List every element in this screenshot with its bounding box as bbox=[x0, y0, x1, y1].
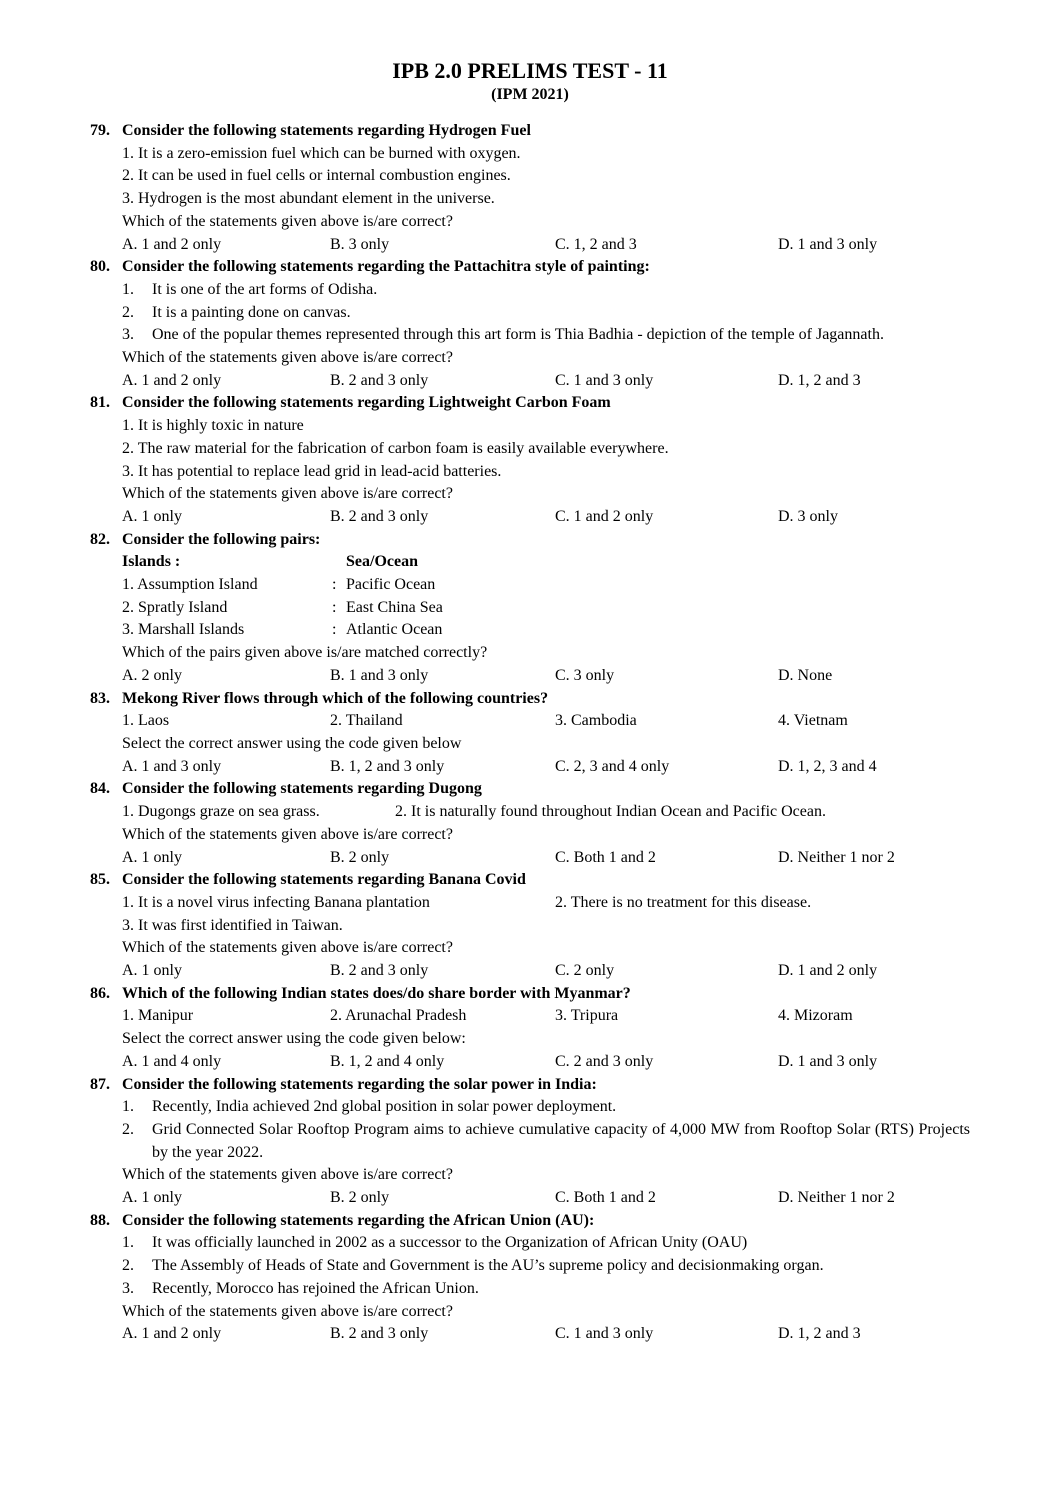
statement-text: It is a painting done on canvas. bbox=[152, 303, 351, 321]
option-a: A. 1 and 4 only bbox=[122, 1052, 222, 1070]
question-heading bbox=[90, 869, 970, 892]
statement: 3. It was first identified in Taiwan. bbox=[122, 916, 343, 934]
statement bbox=[122, 1232, 970, 1255]
options-row bbox=[122, 756, 970, 779]
statement-number: 1. bbox=[122, 1234, 134, 1252]
question-prompt: Which of the statements given above is/are correct? bbox=[122, 939, 453, 957]
statement: 3. Hydrogen is the most abundant element in the universe. bbox=[122, 190, 495, 208]
statements-row bbox=[122, 892, 970, 915]
document-subtitle: (IPM 2021) bbox=[491, 86, 569, 103]
question-82 bbox=[90, 529, 970, 688]
question-79 bbox=[90, 120, 970, 256]
question-prompt: Which of the pairs given above is/are matched correctly? bbox=[122, 644, 488, 662]
document-title: IPB 2.0 PRELIMS TEST - 11 bbox=[392, 58, 668, 83]
options-row bbox=[122, 1323, 970, 1346]
question-heading bbox=[90, 778, 970, 801]
options-row bbox=[122, 506, 970, 529]
question-prompt: Which of the statements given above is/are correct? bbox=[122, 485, 453, 503]
options-row bbox=[122, 234, 970, 257]
pair-right: Atlantic Ocean bbox=[346, 621, 443, 639]
question-heading bbox=[90, 120, 970, 143]
statement-number: 1. bbox=[122, 280, 134, 298]
option-b: B. 2 and 3 only bbox=[330, 1325, 429, 1343]
question-title: Consider the following statements regarding the African Union (AU): bbox=[122, 1211, 595, 1229]
option-d: D. 1 and 2 only bbox=[778, 962, 878, 980]
item-1: 1. Manipur bbox=[122, 1007, 194, 1025]
question-title: Consider the following statements regarding Dugong bbox=[122, 780, 482, 798]
option-d: D. 1 and 3 only bbox=[778, 235, 878, 253]
option-d: D. 1, 2, 3 and 4 bbox=[778, 757, 877, 775]
statement-number: 3. bbox=[122, 326, 134, 344]
pair-row bbox=[122, 574, 970, 597]
option-a: A. 1 and 3 only bbox=[122, 757, 222, 775]
statement-text: Recently, India achieved 2nd global position in solar power deployment. bbox=[152, 1098, 617, 1116]
item-4: 4. Mizoram bbox=[778, 1007, 853, 1025]
options-row bbox=[122, 370, 970, 393]
option-a: A. 2 only bbox=[122, 666, 182, 684]
items-row bbox=[122, 710, 970, 733]
statement bbox=[122, 1119, 970, 1164]
option-b: B. 2 and 3 only bbox=[330, 507, 429, 525]
question-84 bbox=[90, 778, 970, 869]
option-c: C. Both 1 and 2 bbox=[555, 1189, 656, 1207]
pair-left: 2. Spratly Island bbox=[122, 598, 228, 616]
option-b: B. 3 only bbox=[330, 235, 390, 253]
option-c: C. 2 only bbox=[555, 962, 615, 980]
item-2: 2. Thailand bbox=[330, 712, 403, 730]
option-c: C. 1 and 3 only bbox=[555, 1325, 654, 1343]
options-row bbox=[122, 1187, 970, 1210]
option-a: A. 1 and 2 only bbox=[122, 235, 222, 253]
question-number: 83. bbox=[90, 689, 110, 707]
pair-row bbox=[122, 619, 970, 642]
question-number: 88. bbox=[90, 1211, 110, 1229]
question-heading bbox=[90, 392, 970, 415]
pairs-header-right: Sea/Ocean bbox=[346, 553, 418, 571]
question-prompt: Which of the statements given above is/are correct? bbox=[122, 1302, 453, 1320]
statement bbox=[122, 324, 970, 347]
option-c: C. 1, 2 and 3 bbox=[555, 235, 637, 253]
option-d: D. Neither 1 nor 2 bbox=[778, 1189, 895, 1207]
option-a: A. 1 only bbox=[122, 507, 182, 525]
option-b: B. 2 and 3 only bbox=[330, 962, 429, 980]
statement-text: Recently, Morocco has rejoined the African Union. bbox=[152, 1279, 479, 1297]
question-number: 79. bbox=[90, 122, 110, 139]
items-row bbox=[122, 1005, 970, 1028]
item-1: 1. Laos bbox=[122, 712, 170, 730]
statement: 2. There is no treatment for this disease. bbox=[555, 893, 812, 911]
question-title: Consider the following statements regarding Hydrogen Fuel bbox=[122, 122, 531, 139]
statement: 3. It has potential to replace lead grid in lead-acid batteries. bbox=[122, 462, 502, 480]
option-d: D. 1, 2 and 3 bbox=[778, 1325, 861, 1343]
options-row bbox=[122, 960, 970, 983]
statement-text: It was officially launched in 2002 as a successor to the Organization of African Unity (OAU) bbox=[152, 1234, 748, 1252]
question-prompt: Select the correct answer using the code given below: bbox=[122, 1030, 466, 1048]
question-heading bbox=[90, 688, 970, 711]
pair-colon: : bbox=[332, 621, 337, 639]
option-b: B. 2 and 3 only bbox=[330, 371, 429, 389]
question-prompt: Which of the statements given above is/are correct? bbox=[122, 1166, 453, 1184]
option-c: C. 2, 3 and 4 only bbox=[555, 757, 670, 775]
option-a: A. 1 only bbox=[122, 962, 182, 980]
pair-left: 3. Marshall Islands bbox=[122, 621, 245, 639]
question-number: 81. bbox=[90, 394, 110, 412]
statement-text: Grid Connected Solar Rooftop Program aims to achieve cumulative capacity of 4,000 MW from Rooftop Solar (RTS) Projects by the year 2022. bbox=[152, 1120, 970, 1161]
question-title: Consider the following statements regarding Banana Covid bbox=[122, 871, 526, 889]
question-heading bbox=[90, 983, 970, 1006]
question-heading bbox=[90, 1210, 970, 1233]
options-row bbox=[122, 847, 970, 870]
question-number: 84. bbox=[90, 780, 110, 798]
option-b: B. 1 and 3 only bbox=[330, 666, 429, 684]
pairs-header bbox=[122, 551, 970, 574]
option-b: B. 2 only bbox=[330, 848, 390, 866]
document-header bbox=[90, 58, 970, 106]
statements-row bbox=[122, 801, 970, 824]
option-d: D. 1 and 3 only bbox=[778, 1052, 878, 1070]
statement: 2. It is naturally found throughout Indian Ocean and Pacific Ocean. bbox=[395, 803, 826, 821]
question-prompt: Which of the statements given above is/are correct? bbox=[122, 212, 453, 230]
statement: 2. It can be used in fuel cells or internal combustion engines. bbox=[122, 167, 511, 185]
option-a: A. 1 and 2 only bbox=[122, 1325, 222, 1343]
pair-row bbox=[122, 597, 970, 620]
pair-colon: : bbox=[332, 598, 337, 616]
statement: 1. It is a novel virus infecting Banana plantation bbox=[122, 893, 430, 911]
question-88 bbox=[90, 1210, 970, 1346]
statement: 1. Dugongs graze on sea grass. bbox=[122, 803, 320, 821]
item-4: 4. Vietnam bbox=[778, 712, 848, 730]
question-heading bbox=[90, 256, 970, 279]
option-a: A. 1 only bbox=[122, 1189, 182, 1207]
statement: 1. It is highly toxic in nature bbox=[122, 417, 304, 435]
question-number: 86. bbox=[90, 984, 110, 1002]
statement-number: 2. bbox=[122, 1257, 134, 1275]
statement-number: 3. bbox=[122, 1279, 134, 1297]
question-title: Consider the following statements regarding the Pattachitra style of painting: bbox=[122, 258, 650, 276]
question-heading bbox=[90, 1074, 970, 1097]
question-85 bbox=[90, 869, 970, 983]
question-87 bbox=[90, 1074, 970, 1210]
statement bbox=[122, 1255, 970, 1278]
statement-number: 2. bbox=[122, 1120, 134, 1138]
statement-text: The Assembly of Heads of State and Government is the AU’s supreme policy and decisionmaking organ. bbox=[152, 1257, 824, 1275]
question-83 bbox=[90, 688, 970, 779]
question-title: Which of the following Indian states does/do share border with Myanmar? bbox=[122, 984, 631, 1002]
statement-number: 2. bbox=[122, 303, 134, 321]
option-c: C. 3 only bbox=[555, 666, 615, 684]
option-c: C. 2 and 3 only bbox=[555, 1052, 654, 1070]
pair-right: East China Sea bbox=[346, 598, 443, 616]
option-b: B. 1, 2 and 3 only bbox=[330, 757, 445, 775]
option-c: C. 1 and 2 only bbox=[555, 507, 654, 525]
statement-number: 1. bbox=[122, 1098, 134, 1116]
options-row bbox=[122, 1051, 970, 1074]
question-80 bbox=[90, 256, 970, 392]
option-a: A. 1 only bbox=[122, 848, 182, 866]
question-title: Consider the following statements regarding the solar power in India: bbox=[122, 1075, 597, 1093]
question-number: 87. bbox=[90, 1075, 110, 1093]
option-b: B. 2 only bbox=[330, 1189, 390, 1207]
pairs-header-left: Islands : bbox=[122, 553, 181, 571]
question-number: 80. bbox=[90, 258, 110, 276]
item-3: 3. Cambodia bbox=[555, 712, 637, 730]
question-prompt: Which of the statements given above is/are correct? bbox=[122, 349, 453, 367]
option-d: D. Neither 1 nor 2 bbox=[778, 848, 895, 866]
question-number: 85. bbox=[90, 871, 110, 889]
question-heading bbox=[90, 529, 970, 552]
statement-text: One of the popular themes represented through this art form is Thia Badhia - depiction of the temple of Jagannath. bbox=[152, 326, 884, 344]
option-b: B. 1, 2 and 4 only bbox=[330, 1052, 445, 1070]
statement: 2. The raw material for the fabrication of carbon foam is easily available everywhere. bbox=[122, 439, 669, 457]
question-prompt: Select the correct answer using the code given below bbox=[122, 734, 462, 752]
option-d: D. 1, 2 and 3 bbox=[778, 371, 861, 389]
question-title: Mekong River flows through which of the following countries? bbox=[122, 689, 549, 707]
item-3: 3. Tripura bbox=[555, 1007, 619, 1025]
statement bbox=[122, 1096, 970, 1119]
question-number: 82. bbox=[90, 530, 110, 548]
question-86 bbox=[90, 983, 970, 1074]
statement bbox=[122, 1278, 970, 1301]
pair-colon: : bbox=[332, 576, 337, 594]
option-d: D. 3 only bbox=[778, 507, 838, 525]
option-c: C. 1 and 3 only bbox=[555, 371, 654, 389]
question-81 bbox=[90, 392, 970, 528]
statement bbox=[122, 302, 970, 325]
item-2: 2. Arunachal Pradesh bbox=[330, 1007, 467, 1025]
option-d: D. None bbox=[778, 666, 833, 684]
pair-right: Pacific Ocean bbox=[346, 576, 436, 594]
option-a: A. 1 and 2 only bbox=[122, 371, 222, 389]
statement-text: It is one of the art forms of Odisha. bbox=[152, 280, 378, 298]
option-c: C. Both 1 and 2 bbox=[555, 848, 656, 866]
pair-left: 1. Assumption Island bbox=[122, 576, 258, 594]
statement: 1. It is a zero-emission fuel which can be burned with oxygen. bbox=[122, 144, 521, 162]
question-prompt: Which of the statements given above is/are correct? bbox=[122, 825, 453, 843]
question-title: Consider the following pairs: bbox=[122, 530, 321, 548]
options-row bbox=[122, 665, 970, 688]
statement bbox=[122, 279, 970, 302]
question-title: Consider the following statements regarding Lightweight Carbon Foam bbox=[122, 394, 611, 412]
